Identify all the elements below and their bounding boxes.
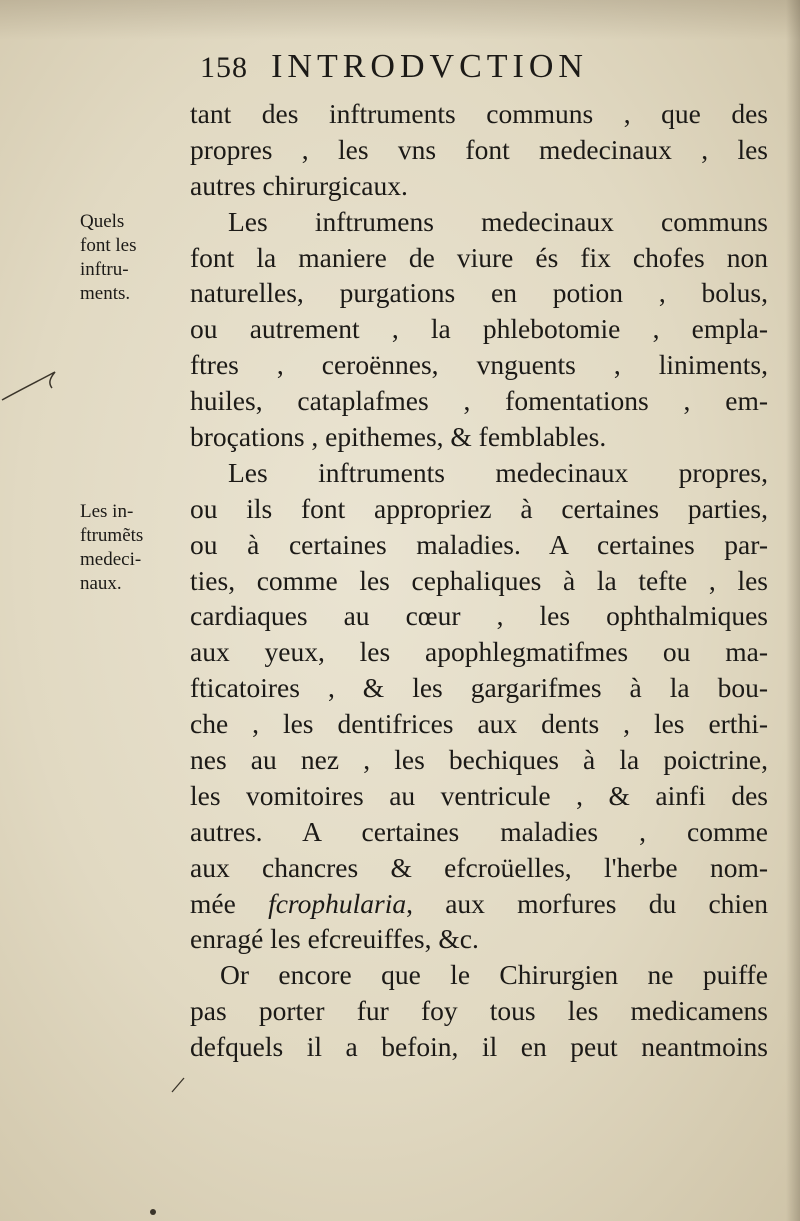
running-head [200, 48, 700, 98]
text-line: defquels il a befoin, il en peut neantmoins [190, 1031, 768, 1063]
text-line: autres chirurgicaux. [190, 169, 408, 201]
text-line: nes au nez , les bechiques à la poictrine, [190, 744, 768, 776]
text-line: broçations , epithemes, & femblables. [190, 421, 607, 453]
ink-stroke-mark [172, 1078, 184, 1092]
ink-stroke-mark [2, 372, 55, 400]
margin-note-line: Quels [80, 211, 125, 232]
text-line: les vomitoires au ventricule , & ainfi des [190, 779, 768, 811]
text-line: ftres , ceroënnes, vnguents , liniments, [190, 349, 768, 381]
text-line: tant des inftruments communs , que des [190, 98, 768, 129]
text-line: propres , les vns font medecinaux , les [190, 133, 768, 165]
margin-note-line: inftru- [80, 259, 129, 280]
text-line: pas porter fur foy tous les medicamens [190, 995, 768, 1027]
text-line: font la maniere de viure és fix chofes non [190, 241, 768, 273]
text-line: ou à certaines maladies. A certaines par- [190, 528, 768, 560]
text-line: aux yeux, les apophlegmatifmes ou ma- [190, 636, 768, 668]
text-line: ou autrement , la phlebotomie , empla- [190, 313, 768, 345]
italic-term: fcrophularia [268, 887, 407, 919]
margin-note-line: font les [80, 235, 137, 256]
text-line: Les inftrumens medecinaux communs [228, 205, 768, 237]
text-line: che , les dentifrices aux dents , les erthi- [190, 708, 768, 740]
text-line: cardiaques au cœur , les ophthalmiques [190, 600, 768, 632]
text-line: Les inftruments medecinaux propres, [228, 456, 768, 488]
text-line: ties, comme les cephaliques à la tefte , les [190, 564, 768, 596]
body-text [190, 96, 768, 1065]
text-line: ou ils font appropriez à certaines parties, [190, 492, 768, 524]
text-line: fticatoires , & les gargarifmes à la bou- [190, 672, 768, 704]
text-line: Or encore que le Chirurgien ne puiffe [220, 959, 768, 991]
page-number: 158 [200, 51, 248, 84]
text-line: autres. A certaines maladies , comme [190, 815, 768, 847]
ink-dot [150, 1209, 156, 1215]
text-run: mée [190, 887, 236, 919]
running-head-title: INTRODVCTION [271, 48, 588, 85]
text-line: huiles, cataplafmes , fomentations , em- [190, 385, 768, 417]
margin-note-les-instruments [80, 500, 143, 596]
margin-note-line: ments. [80, 283, 131, 304]
text-line: naturelles, purgations en potion , bolus, [190, 277, 768, 309]
text-run: , aux morfures du chien [406, 887, 769, 919]
margin-note-line: Les in- [80, 501, 134, 522]
margin-note-line: ftrumẽts [80, 525, 144, 546]
margin-note-quels-font [80, 210, 136, 306]
page-shadow-top [0, 0, 800, 40]
margin-note-line: naux. [80, 573, 122, 594]
margin-note-line: medeci- [80, 549, 142, 570]
text-line: enragé les efcreuiffes, &c. [190, 923, 479, 955]
text-line: aux chancres & efcroüelles, l'herbe nom- [190, 851, 768, 883]
text-line-mixed [190, 886, 768, 922]
page-shadow-right [786, 0, 800, 1221]
